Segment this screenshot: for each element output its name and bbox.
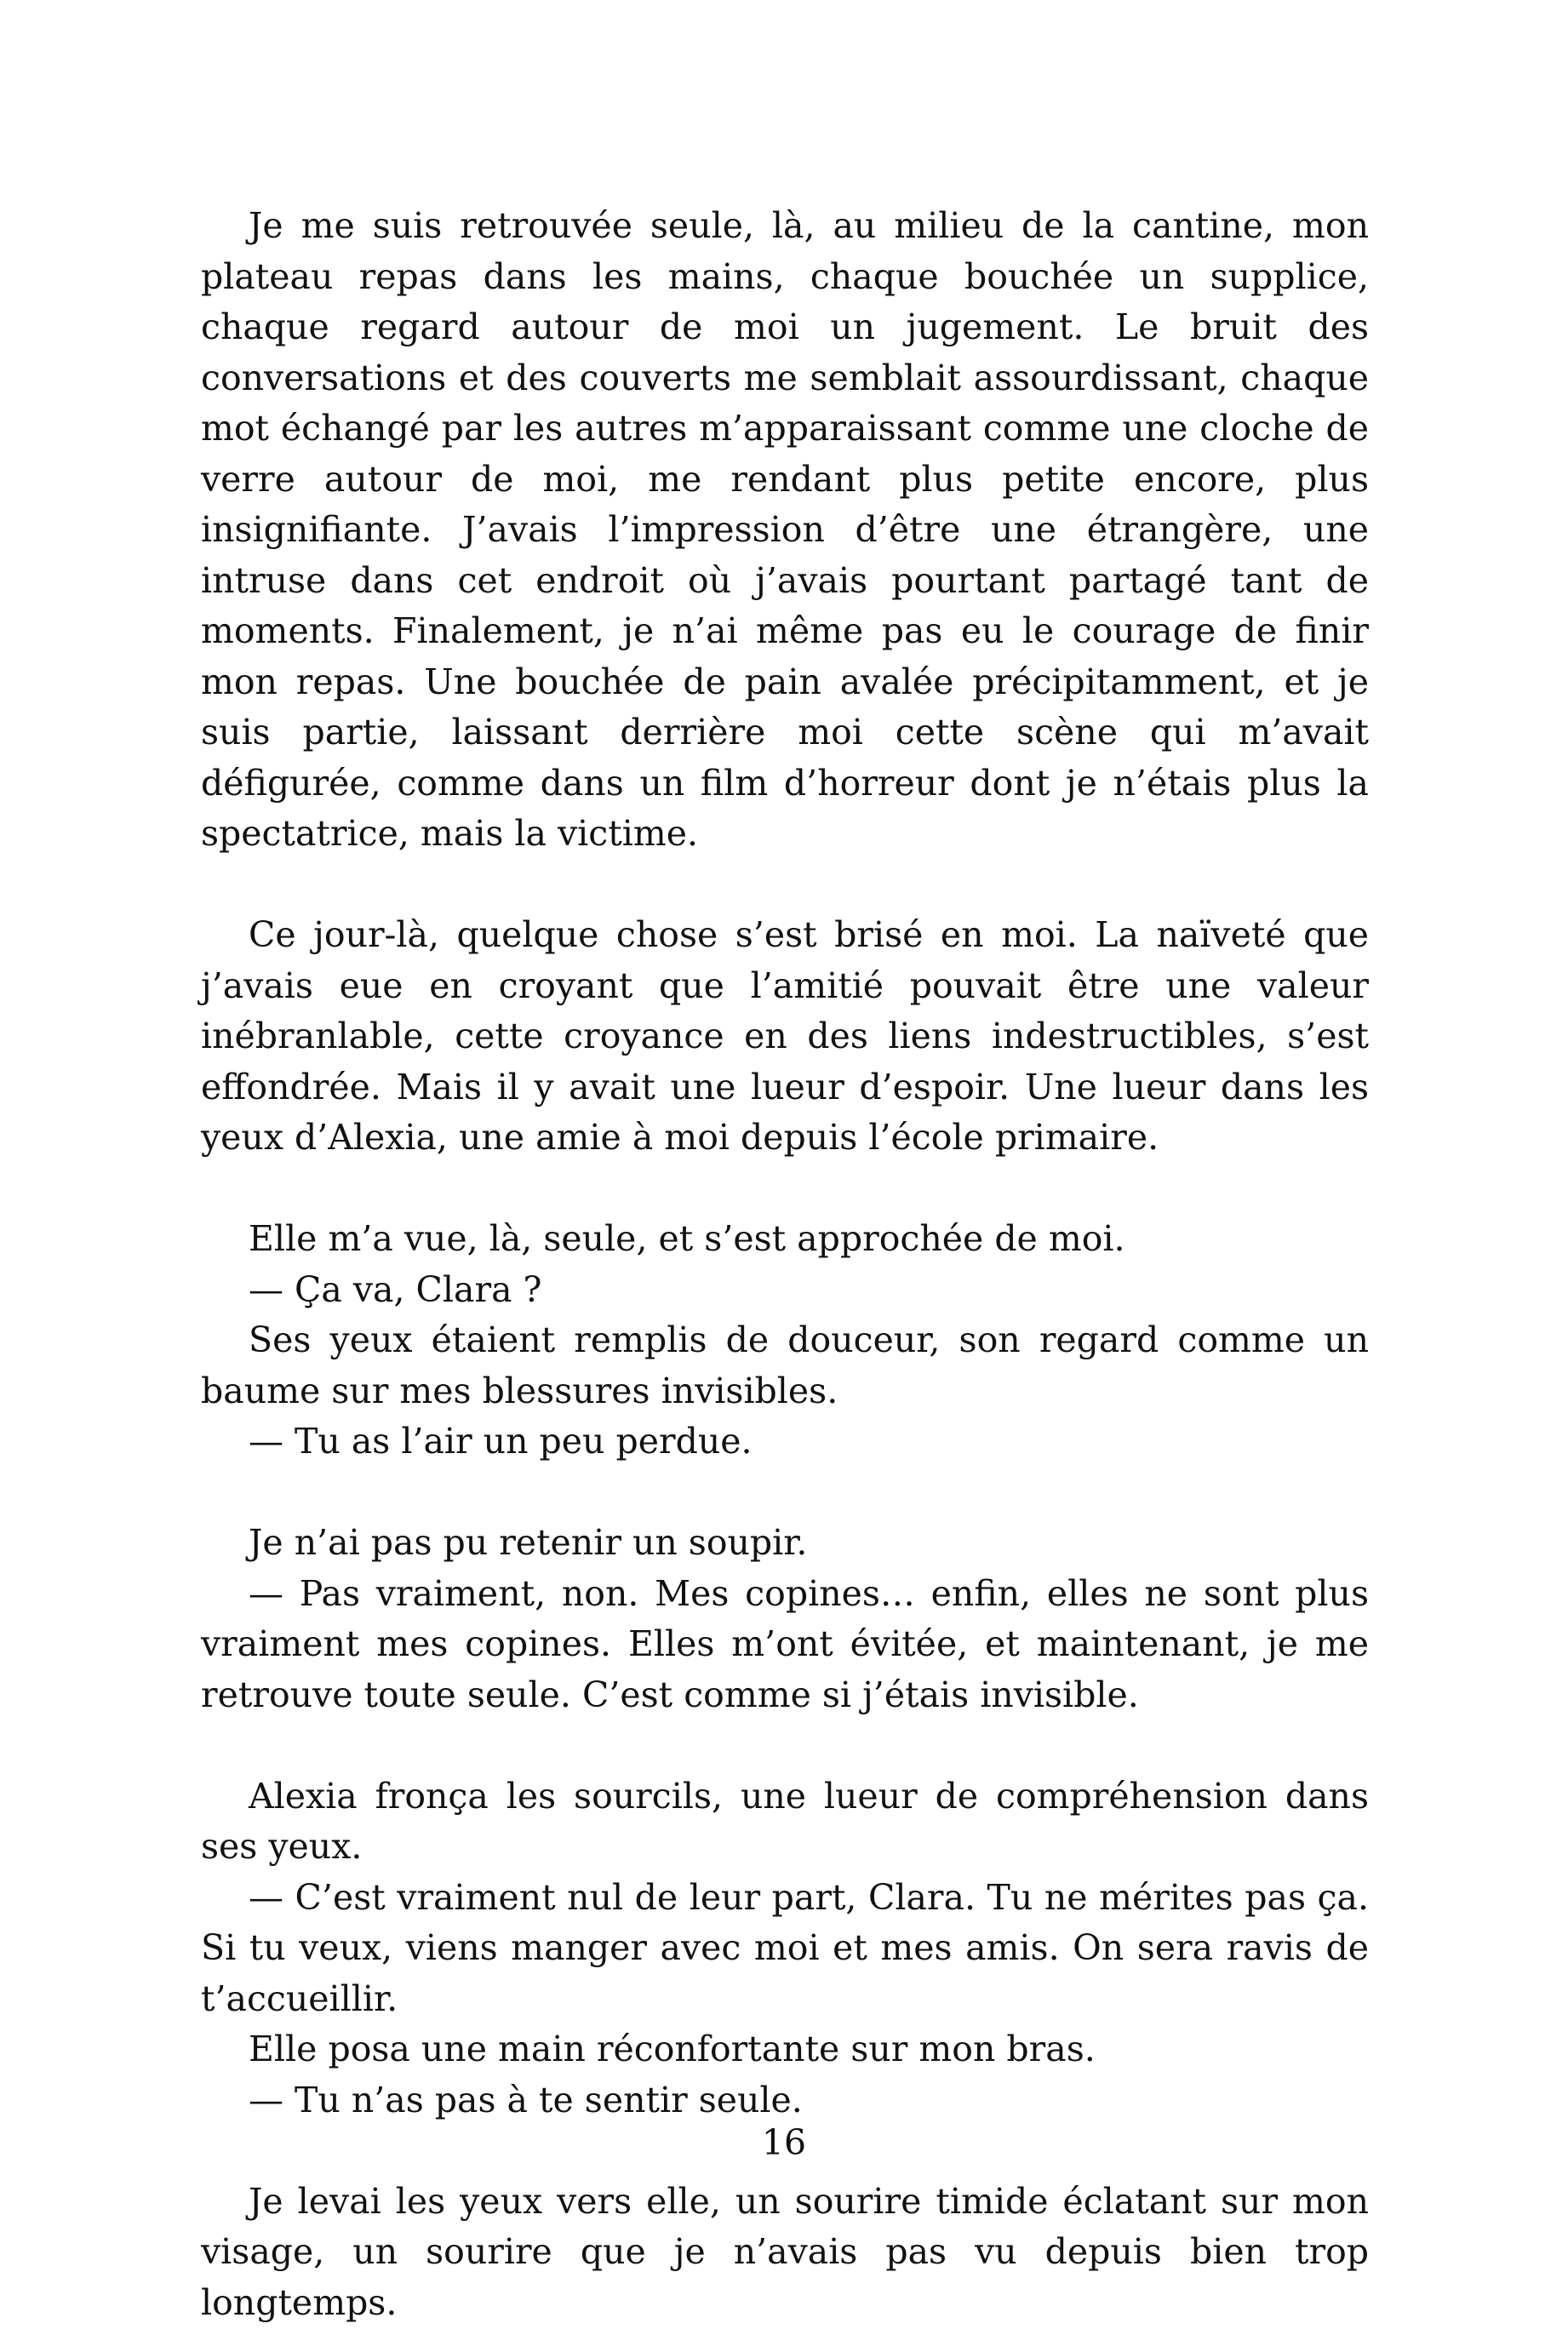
paragraph-spacer (201, 1720, 1369, 1771)
paragraph-line: Elle m’a vue, là, seule, et s’est approchée de moi. (249, 1218, 1125, 1259)
paragraph: Je levai les yeux vers elle, un sourire timide éclatant sur mon visage, un sourire que je n’avais pas vu depuis bien trop longtemps. (201, 2180, 1369, 2323)
dialogue-line: — Tu n’as pas à te sentir seule. (249, 2079, 803, 2120)
dialogue-line: — Tu as l’air un peu perdue. (249, 1421, 753, 1462)
paragraph-spacer (201, 1468, 1369, 1519)
paragraph-line: Je n’ai pas pu retenir un soupir. (249, 1522, 808, 1563)
dialogue-line: — C’est vraiment nul de leur part, Clara. Tu ne mérites pas ça. Si tu veux, viens manger avec moi et mes amis. On sera ravis de t’accueillir. (201, 1876, 1369, 2019)
paragraph-spacer (201, 860, 1369, 911)
paragraph-line: Ses yeux étaient remplis de douceur, son regard comme un baume sur mes blessures invisibles. (201, 1319, 1369, 1411)
paragraph: Ce jour-là, quelque chose s’est brisé en moi. La naïveté que j’avais eue en croyant que l’amitié pouvait être une valeur inébranlable, cette croyance en des liens indestructibles, s’est effondrée. Mais il y avait une lueur d’espoir. Une lueur dans les yeux d’Alexia, une amie à moi depuis l’école primaire. (201, 914, 1369, 1158)
page-number: 16 (761, 2122, 807, 2163)
paragraph: Je me suis retrouvée seule, là, au milieu de la cantine, mon plateau repas dans les mains, chaque bouchée un supplice, chaque regard autour de moi un jugement. Le bruit des conversations et des couverts me semblait assourdissant, chaque mot échangé par les autres m’apparaissant comme une cloche de verre autour de moi, me rendant plus petite encore, plus insignifiante. J’avais l’impression d’être une étrangère, une intruse dans cet endroit où j’avais pourtant partagé tant de moments. Finalement, je n’ai même pas eu le courage de finir mon repas. Une bouchée de pain avalée précipitamment, et je suis partie, laissant derrière moi cette scène qui m’avait défigurée, comme dans un film d’horreur dont je n’étais plus la spectatrice, mais la victime. (201, 205, 1369, 854)
paragraph-line: Elle posa une main réconfortante sur mon bras. (249, 2029, 1096, 2069)
dialogue-line: — Pas vraiment, non. Mes copines… enfin, elles ne sont plus vraiment mes copines. Elles m’ont évitée, et maintenant, je me retrouve toute seule. C’est comme si j’étais invisible. (201, 1572, 1369, 1715)
dialogue-line: — Ça va, Clara ? (249, 1268, 542, 1310)
paragraph-line: Alexia fronça les sourcils, une lueur de compréhension dans ses yeux. (201, 1775, 1369, 1867)
page-body (201, 201, 1369, 2328)
paragraph-spacer (201, 1164, 1369, 1215)
